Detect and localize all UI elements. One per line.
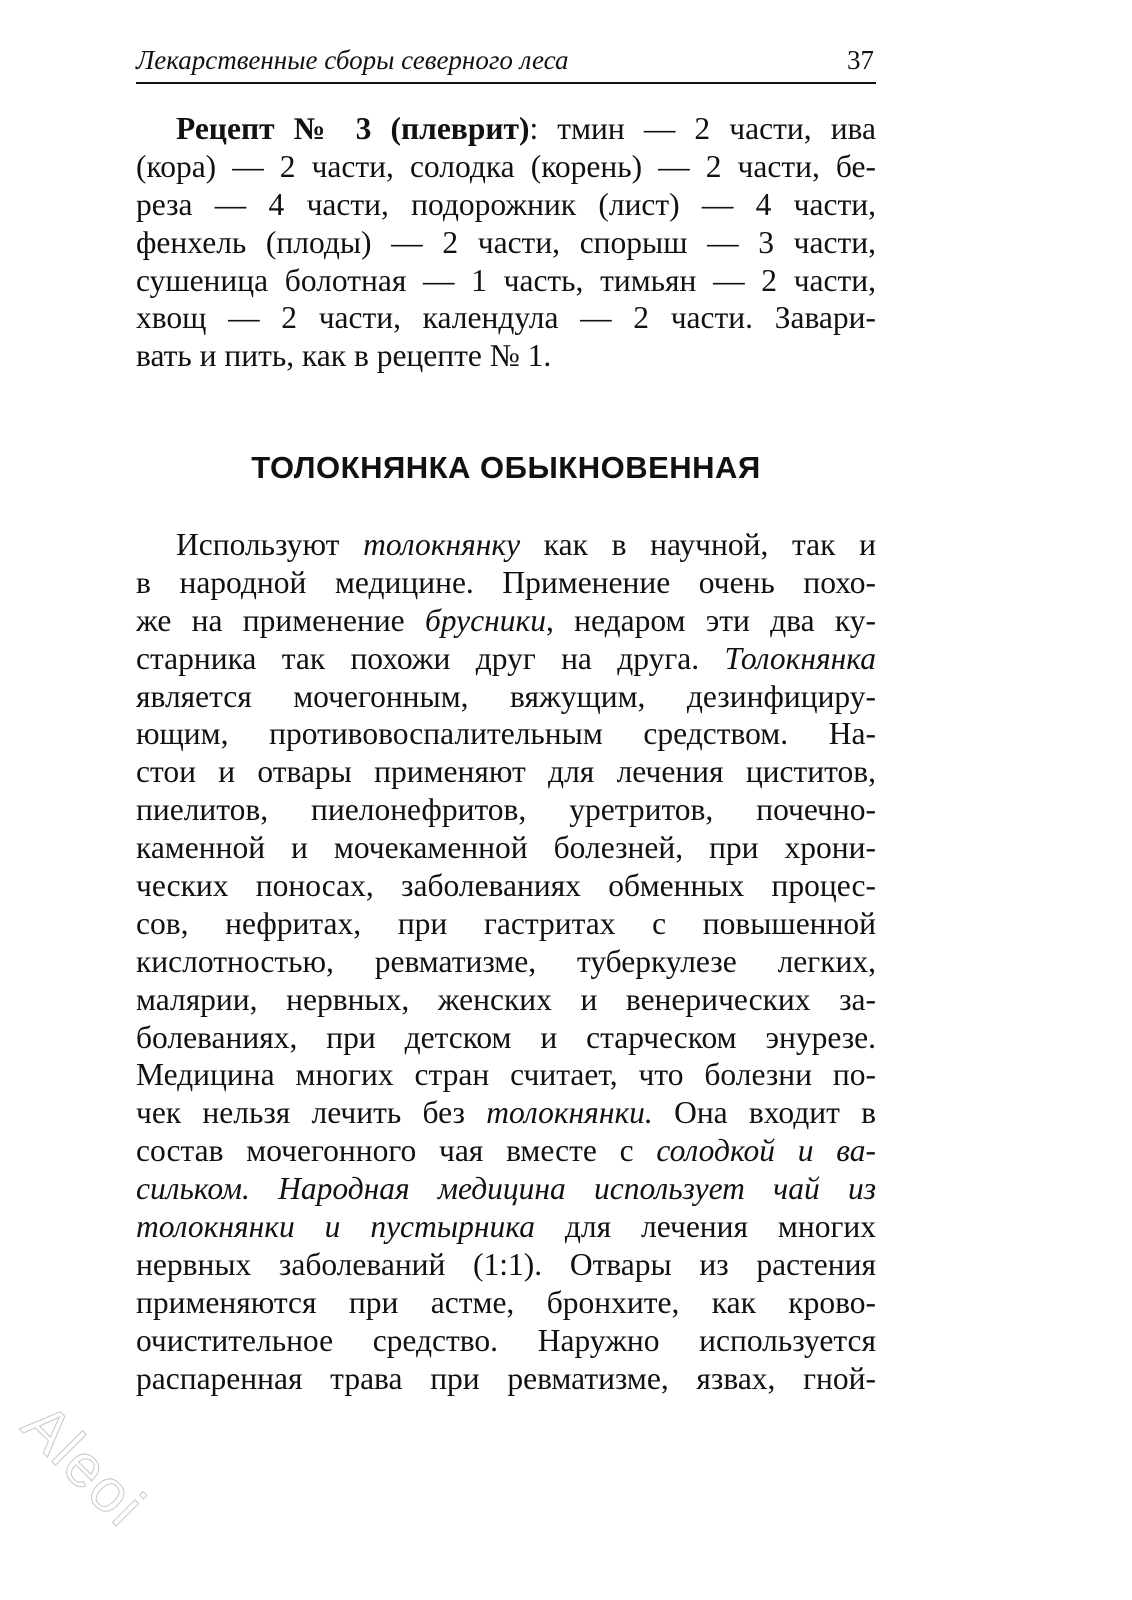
text-line [136,110,876,148]
text-line: применяются при астме, бронхите, как крово- [136,1284,876,1320]
text-run: Используют [176,527,364,562]
running-header [136,38,876,84]
text-line: в народной медицине. Применение очень похо- [136,564,876,600]
text-line: стои и отвары применяют для лечения циститов, [136,754,876,790]
text-line: сов, нефритах, при гастритах с повышенной [136,905,876,941]
text-line [136,1094,876,1132]
text-line: вать и пить, как в рецепте № 1. [136,338,552,374]
text-line [136,1132,876,1170]
section-heading: ТОЛОКНЯНКА ОБЫКНОВЕННАЯ [251,450,761,485]
text-run: : тмин — 2 части, ива [529,111,876,146]
italic-run: брусники [424,602,546,638]
italic-run: толокнянки и пустырника [136,1209,535,1245]
text-run: старника так похожи друг на друга. [136,640,725,676]
text-run: , недаром эти два ку- [545,602,876,638]
text-line: ющим, противовоспалительным средством. На- [136,716,876,752]
text-line: очистительное средство. Наружно используется [136,1322,876,1358]
italic-run: толокнянки. [486,1095,653,1131]
italic-run: солодкой и ва- [656,1133,876,1169]
text-line: каменной и мочекаменной болезней, при хрони- [136,830,876,866]
text-line [136,1208,876,1246]
text-line: нервных заболеваний (1:1). Отвары из растения [136,1246,876,1282]
text-run: как в научной, так и [520,527,877,562]
running-title: Лекарственные сборы северного леса [136,45,569,75]
text-line: сильком. Народная медицина использует чай из [136,1171,876,1207]
text-line: кислотностью, ревматизме, туберкулезе легких, [136,943,876,979]
text-line: хвощ — 2 части, календула — 2 части. Завари- [136,300,876,336]
text-line: Медицина многих стран считает, что болезни по- [136,1057,876,1093]
text-line: является мочегонным, вяжущим, дезинфициру- [136,678,876,714]
text-line: фенхель (плоды) — 2 части, спорыш — 3 части, [136,224,876,260]
text-line [136,602,876,640]
text-line: распаренная трава при ревматизме, язвах, гной- [136,1360,876,1396]
body-paragraph [136,526,876,1397]
text-line: (кора) — 2 части, солодка (корень) — 2 части, бе- [136,148,876,184]
text-line: реза — 4 части, подорожник (лист) — 4 части, [136,186,876,222]
text-run: же на применение [136,602,425,638]
text-line [136,640,876,678]
text-run: для лечения многих [534,1209,877,1245]
italic-run: толокнянку [363,527,521,562]
page-number: 37 [847,45,874,75]
italic-run: Толокнянка [724,640,876,676]
text-run: чек нельзя лечить без [136,1095,487,1131]
text-line: сушеница болотная — 1 часть, тимьян — 2 части, [136,262,876,298]
text-line: ческих поносах, заболеваниях обменных процес- [136,868,876,904]
recipe-label: Рецепт № 3 (плеврит) [176,111,530,146]
text-run: Она входит в [652,1095,876,1131]
text-line: малярии, нервных, женских и венерических за- [136,981,876,1017]
text-line: пиелитов, пиелонефритов, уретритов, почечно- [136,792,876,828]
recipe-paragraph [136,110,876,375]
text-line [136,526,876,564]
text-run: состав мочегонного чая вместе с [136,1133,657,1169]
watermark: Aleoi [9,1390,159,1540]
text-line: болеваниях, при детском и старческом энурезе. [136,1019,876,1055]
